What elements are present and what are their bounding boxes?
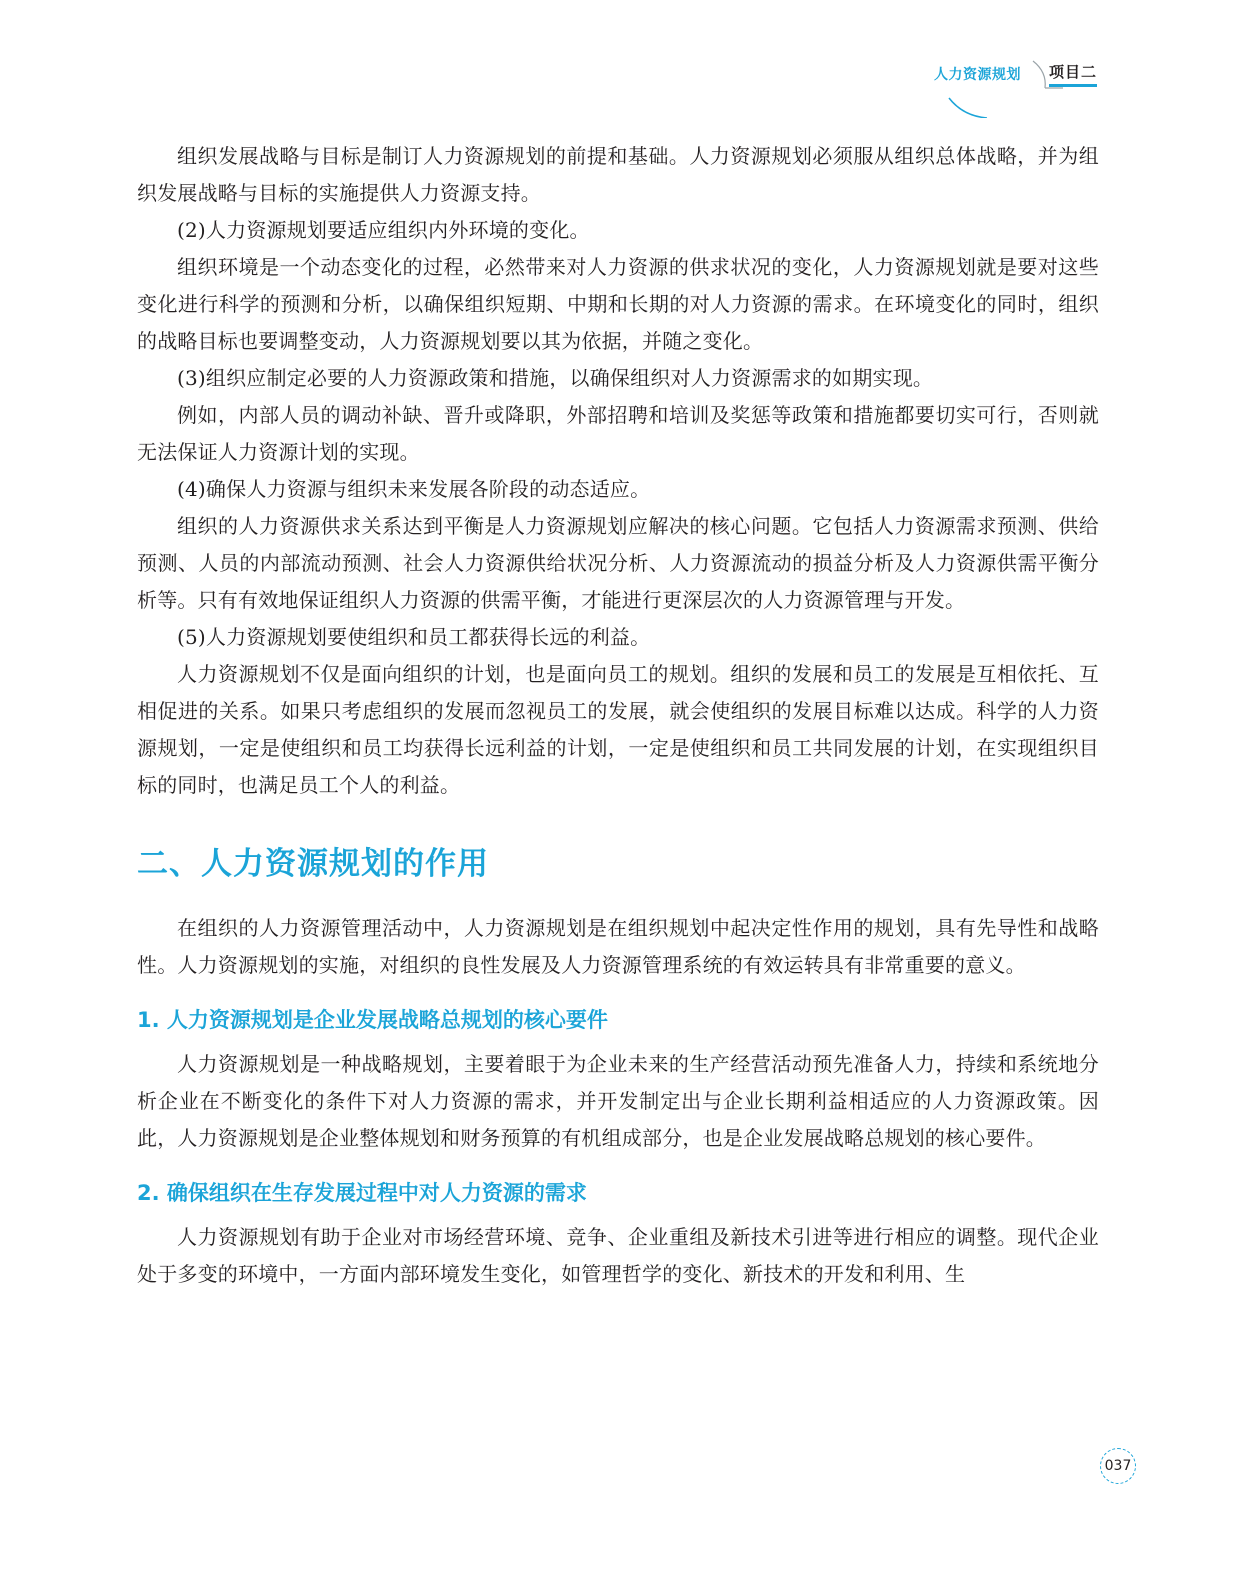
subsection-heading: 2. 确保组织在生存发展过程中对人力资源的需求 [137,1181,587,1205]
numbered-point: (2)人力资源规划要适应组织内外环境的变化。 [177,218,590,242]
paragraph: 人力资源规划不仅是面向组织的计划，也是面向员工的规划。组织的发展和员工的发展是互相依托、互相促进的关系。如果只考虑组织的发展而忽视员工的发展，就会使组织的发展目标难以达成。科学的人力资源规划，一定是使组织和员工均获得长远利益的计划，一定是使组织和员工共同发展的计划，在实现组织目标的同时，也满足员工个人的利益。 [137,662,1099,797]
paragraph: 组织的人力资源供求关系达到平衡是人力资源规划应解决的核心问题。它包括人力资源需求预测、供给预测、人员的内部流动预测、社会人力资源供给状况分析、人力资源流动的损益分析及人力资源供需平衡分析等。只有有效地保证组织人力资源的供需平衡，才能进行更深层次的人力资源管理与开发。 [137,514,1099,612]
paragraph: 组织发展战略与目标是制订人力资源规划的前提和基础。人力资源规划必须服从组织总体战略，并为组织发展战略与目标的实施提供人力资源支持。 [137,144,1099,205]
paragraph: 在组织的人力资源管理活动中，人力资源规划是在组织规划中起决定性作用的规划，具有先导性和战略性。人力资源规划的实施，对组织的良性发展及人力资源管理系统的有效运转具有非常重要的意义。 [137,916,1099,977]
numbered-point: (4)确保人力资源与组织未来发展各阶段的动态适应。 [177,477,651,501]
paragraph: 例如，内部人员的调动补缺、晋升或降职，外部招聘和培训及奖惩等政策和措施都要切实可行，否则就无法保证人力资源计划的实现。 [137,403,1099,464]
running-header [934,58,1097,90]
chapter-title: 人力资源规划 [933,67,1021,83]
paragraph: 人力资源规划是一种战略规划，主要着眼于为企业未来的生产经营活动预先准备人力，持续和系统地分析企业在不断变化的条件下对人力资源的需求，并开发制定出与企业长期利益相适应的人力资源政策。因此，人力资源规划是企业整体规划和财务预算的有机组成部分，也是企业发展战略总规划的核心要件。 [137,1052,1099,1150]
page-content [137,138,1099,1293]
numbered-point: (5)人力资源规划要使组织和员工都获得长远的利益。 [177,625,651,649]
section-heading: 二、人力资源规划的作用 [137,846,489,882]
paragraph: 组织环境是一个动态变化的过程，必然带来对人力资源的供求状况的变化，人力资源规划就是要对这些变化进行科学的预测和分析，以确保组织短期、中期和长期的对人力资源的需求。在环境变化的同时，组织的战略目标也要调整变动，人力资源规划要以其为依据，并随之变化。 [137,255,1099,353]
project-label: 项目二 [1049,61,1097,87]
page-number: 037 [1100,1448,1136,1484]
paragraph: 人力资源规划有助于企业对市场经营环境、竞争、企业重组及新技术引进等进行相应的调整。现代企业处于多变的环境中，一方面内部环境发生变化，如管理哲学的变化、新技术的开发和利用、生 [137,1225,1099,1286]
numbered-point: (3)组织应制定必要的人力资源政策和措施，以确保组织对人力资源需求的如期实现。 [177,366,934,390]
subsection-heading: 1. 人力资源规划是企业发展战略总规划的核心要件 [137,1008,608,1032]
header-divider [1031,59,1041,89]
